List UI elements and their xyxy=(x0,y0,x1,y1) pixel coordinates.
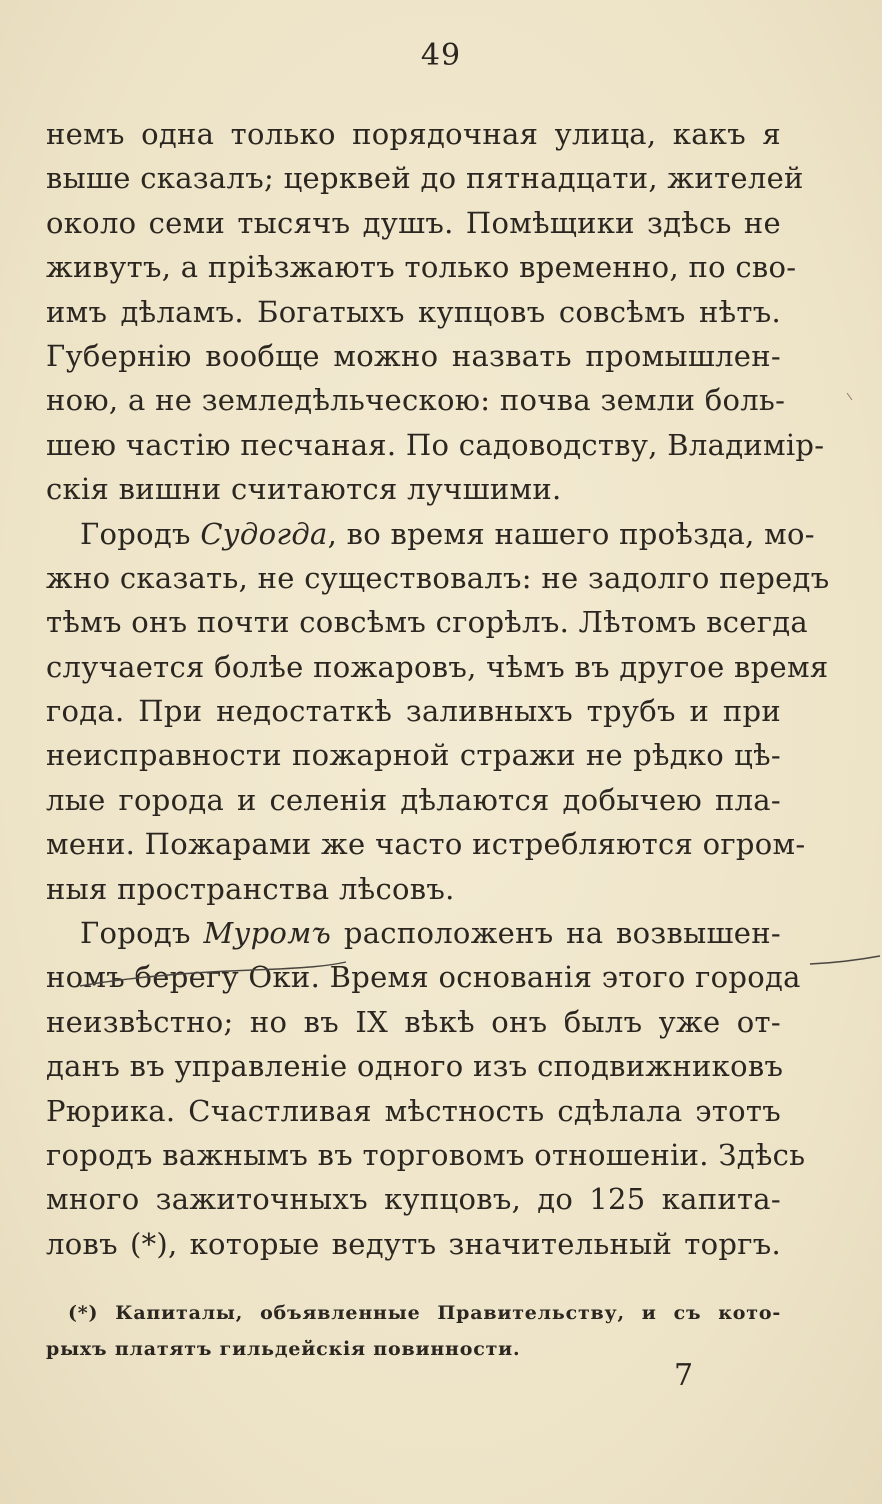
text-line: имъ дѣламъ. Богатыхъ купцовъ совсѣмъ нѣтъ. xyxy=(46,294,781,329)
pencil-margin-mark xyxy=(808,954,882,968)
page-number: 49 xyxy=(420,38,462,73)
text-line: случается болѣе пожаровъ, чѣмъ въ другое время xyxy=(46,649,829,684)
footnote-line: рыхъ платятъ гильдейскія повинности. xyxy=(46,1338,521,1360)
text-line: ныя пространства лѣсовъ. xyxy=(46,871,455,906)
paragraph-2 xyxy=(46,512,830,912)
body-text xyxy=(46,112,830,1266)
footnote-line: (*) Капиталы, объявленные Правительству, и съ кото- xyxy=(68,1302,781,1324)
paragraph-1 xyxy=(46,112,825,512)
text-line: ловъ (*), которые ведутъ значительный торгъ. xyxy=(46,1226,781,1261)
text-line: мени. Пожарами же часто истребляются огром- xyxy=(46,827,806,862)
text-line: лые города и селенія дѣлаются добычею пла- xyxy=(46,782,781,817)
signature-mark: 7 xyxy=(674,1358,694,1393)
text-line: данъ въ управленіе одного изъ сподвижниковъ xyxy=(46,1049,784,1084)
text-line: шею частію песчаная. По садоводству, Владимір- xyxy=(46,427,825,462)
text-line: много зажиточныхъ купцовъ, до 125 капита- xyxy=(46,1182,781,1217)
text-line: городъ важнымъ въ торговомъ отношеніи. Здѣсь xyxy=(46,1137,806,1172)
italic-place-name: Судогда xyxy=(200,516,328,551)
text-line: живутъ, а пріѣзжаютъ только временно, по сво- xyxy=(46,250,797,285)
text-line: тѣмъ онъ почти совсѣмъ сгорѣлъ. Лѣтомъ всегда xyxy=(46,605,808,640)
text-line: неисправности пожарной стражи не рѣдко цѣ- xyxy=(46,738,781,773)
text-line: года. При недостаткѣ заливныхъ трубъ и при xyxy=(46,694,781,729)
text-line: около семи тысячъ душъ. Помѣщики здѣсь не xyxy=(46,205,781,240)
text-line: жно сказать, не существовалъ: не задолго передъ xyxy=(46,560,830,595)
text-line: Рюрика. Счастливая мѣстность сдѣлала этотъ xyxy=(46,1093,781,1128)
text-line: Губернію вообще можно назвать промышлен- xyxy=(46,338,781,373)
text-line: Городъ Муромъ расположенъ на возвышен- xyxy=(80,916,782,951)
text-line: ною, а не земледѣльческою: почва земли боль- xyxy=(46,383,786,418)
text-line: неизвѣстно; но въ IX вѣкѣ онъ былъ уже от- xyxy=(46,1004,781,1039)
italic-place-name: Муромъ xyxy=(203,916,332,951)
footnote xyxy=(46,1295,781,1367)
text-line: номъ берегу Оки. Время основанія этого города xyxy=(46,960,801,995)
paper-speck xyxy=(846,392,854,402)
pencil-underline-mark xyxy=(78,946,348,996)
text-line: выше сказалъ; церквей до пятнадцати, жителей xyxy=(46,161,804,196)
text-line: Городъ Судогда, во время нашего проѣзда, мо- xyxy=(80,516,815,551)
text-line: скія вишни считаются лучшими. xyxy=(46,472,562,507)
text-line: немъ одна только порядочная улица, какъ я xyxy=(46,117,781,151)
